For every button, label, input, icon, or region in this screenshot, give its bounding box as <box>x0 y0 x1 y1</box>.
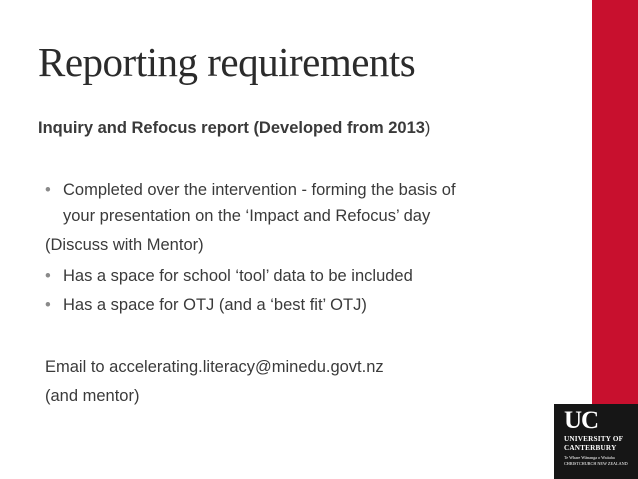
subtitle-close-paren: ) <box>424 119 431 137</box>
discuss-note: (Discuss with Mentor) <box>45 236 204 254</box>
bullet-marker: • <box>45 296 51 314</box>
bullet-3-text: Has a space for OTJ (and a ‘best fit’ OTJ) <box>63 296 367 314</box>
logo-line-3: Te Whare Wānanga o Waitaha <box>564 455 615 460</box>
slide-title: Reporting requirements <box>38 39 416 85</box>
bullet-1-line-1: Completed over the intervention - forming the basis of <box>63 181 456 199</box>
mentor-line: (and mentor) <box>45 387 140 405</box>
bullet-1-line-2: your presentation on the ‘Impact and Refocus’ day <box>63 207 431 225</box>
university-logo <box>554 404 638 479</box>
email-line: Email to accelerating.literacy@minedu.govt.nz <box>45 358 384 376</box>
slide-subtitle <box>38 119 430 138</box>
logo-initials: UC <box>564 407 599 434</box>
logo-line-2: CANTERBURY <box>564 444 617 452</box>
subtitle-bold-text: Inquiry and Refocus report (Developed from 2013 <box>38 119 425 137</box>
bullet-2-text: Has a space for school ‘tool’ data to be included <box>63 267 413 285</box>
logo-line-4: CHRISTCHURCH NEW ZEALAND <box>564 461 628 466</box>
bullet-marker: • <box>45 267 51 285</box>
bullet-marker: • <box>45 181 51 199</box>
logo-line-1: UNIVERSITY OF <box>564 435 624 443</box>
